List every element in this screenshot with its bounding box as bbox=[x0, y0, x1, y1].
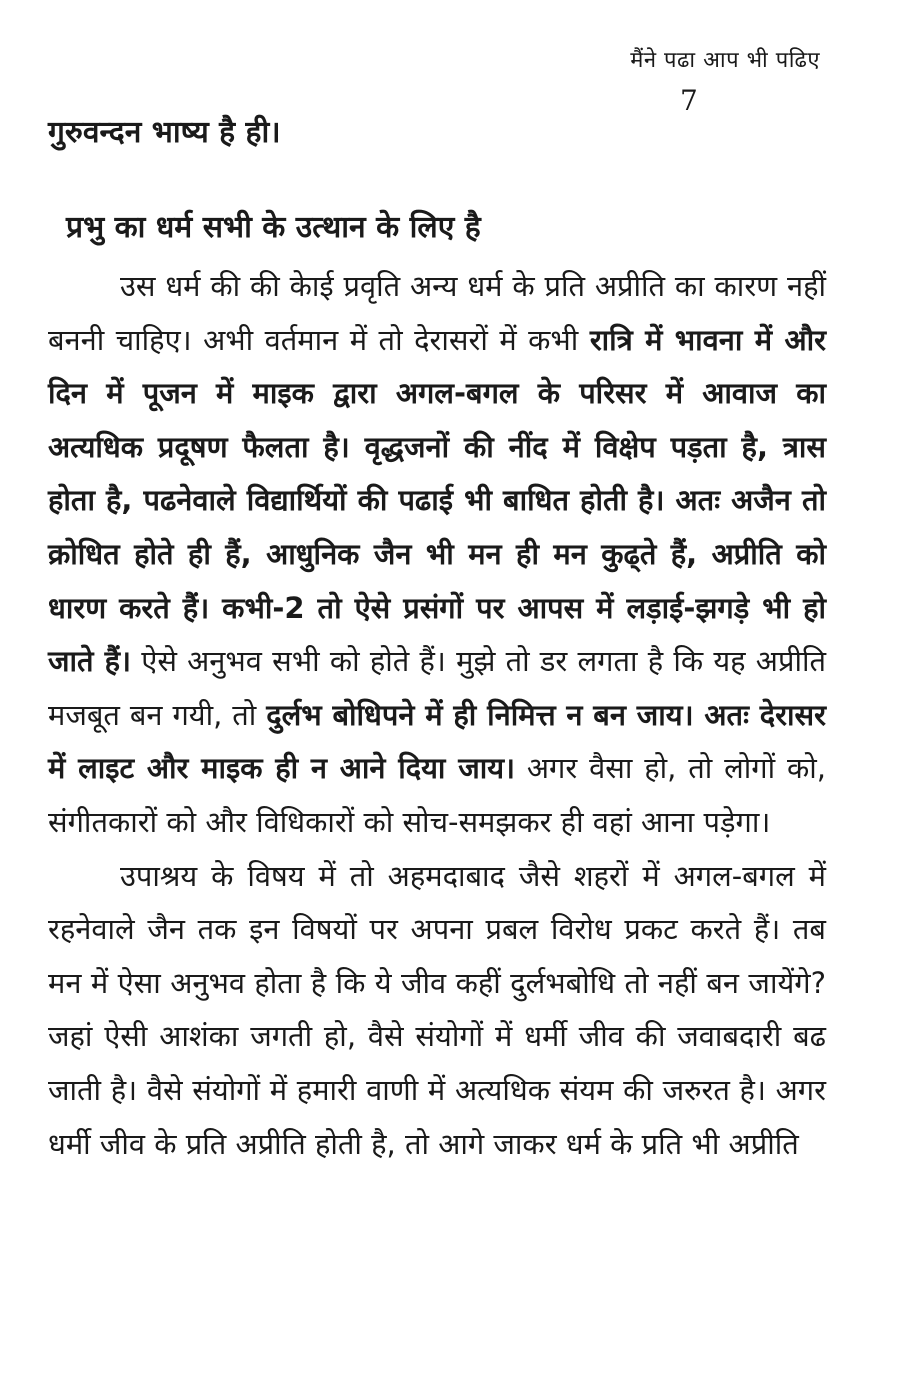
paragraph-1 bbox=[48, 260, 826, 850]
section-heading: प्रभु का धर्म सभी के उत्थान के लिए है bbox=[66, 210, 481, 245]
paragraph-1-part-3: अगर वैसा हो, तो लोगों को, संगीतकारों को और विधिकारों को सोच-समझकर ही वहां आना पड़ेगा। bbox=[48, 751, 826, 839]
paragraph-1-part-2: ऐसे अनुभव सभी को होते हैं। मुझे तो डर लगता है कि यह अप्रीति मजबूत बन गयी, तो bbox=[48, 644, 827, 732]
body-text bbox=[48, 260, 826, 1171]
carry-over-line: गुरुवन्दन भाष्य है ही। bbox=[48, 115, 281, 150]
page-number: 7 bbox=[680, 84, 698, 117]
running-head-title: मैंने पढा आप भी पढिए bbox=[630, 48, 820, 73]
paragraph-1-bold-part-2: दुर्लभ बोधिपने में ही निमित्त न बन जाय। अतः देरासर में लाइट और माइक ही न आने दिया जाय। bbox=[48, 697, 826, 786]
paragraph-2: उपाश्रय के विषय में तो अहमदाबाद जैसे शहरों में अगल-बगल में रहनेवाले जैन तक इन विषयों पर अपना प्रबल विरोध प्रकट करते हैं। तब मन में ऐसा अनुभव होता है कि ये जीव कहीं दुर्लभबोधि तो नहीं बन जायेंगे? जहां ऐसी आशंका जगती हो, वैसे संयोगों में धर्मी जीव की जवाबदारी बढ जाती है। वैसे संयोगों में हमारी वाणी में अत्यधिक संयम की जरुरत है। अगर धर्मी जीव के प्रति अप्रीति होती है, तो आगे जाकर धर्म के प्रति भी अप्रीति bbox=[48, 858, 826, 1161]
paragraph-1-part-1: उस धर्म की की केाई प्रवृति अन्य धर्म के प्रति अप्रीति का कारण नहीं बननी चाहिए। अभी वर्तमान में तो देरासरों में कभी bbox=[48, 269, 826, 357]
paragraph-1-bold-part-1: रात्रि में भावना में और दिन में पूजन में माइक द्वारा अगल-बगल के परिसर में आवाज का अत्यधिक प्रदूषण फैलता है। वृद्धजनों की नींद में विक्षेप पड़ता है, त्रास होता है, पढनेवाले विद्यार्थियों की पढाई भी बाधित होती है। अतः अजैन तो क्रोधित होते ही हैं, आधुनिक जैन भी मन ही मन कुढ्ते हैं, अप्रीति को धारण करते हैं। कभी-2 तो ऐसे प्रसंगों पर आपस में लड़ाई-झगड़े भी हो जाते हैं। bbox=[48, 322, 827, 679]
